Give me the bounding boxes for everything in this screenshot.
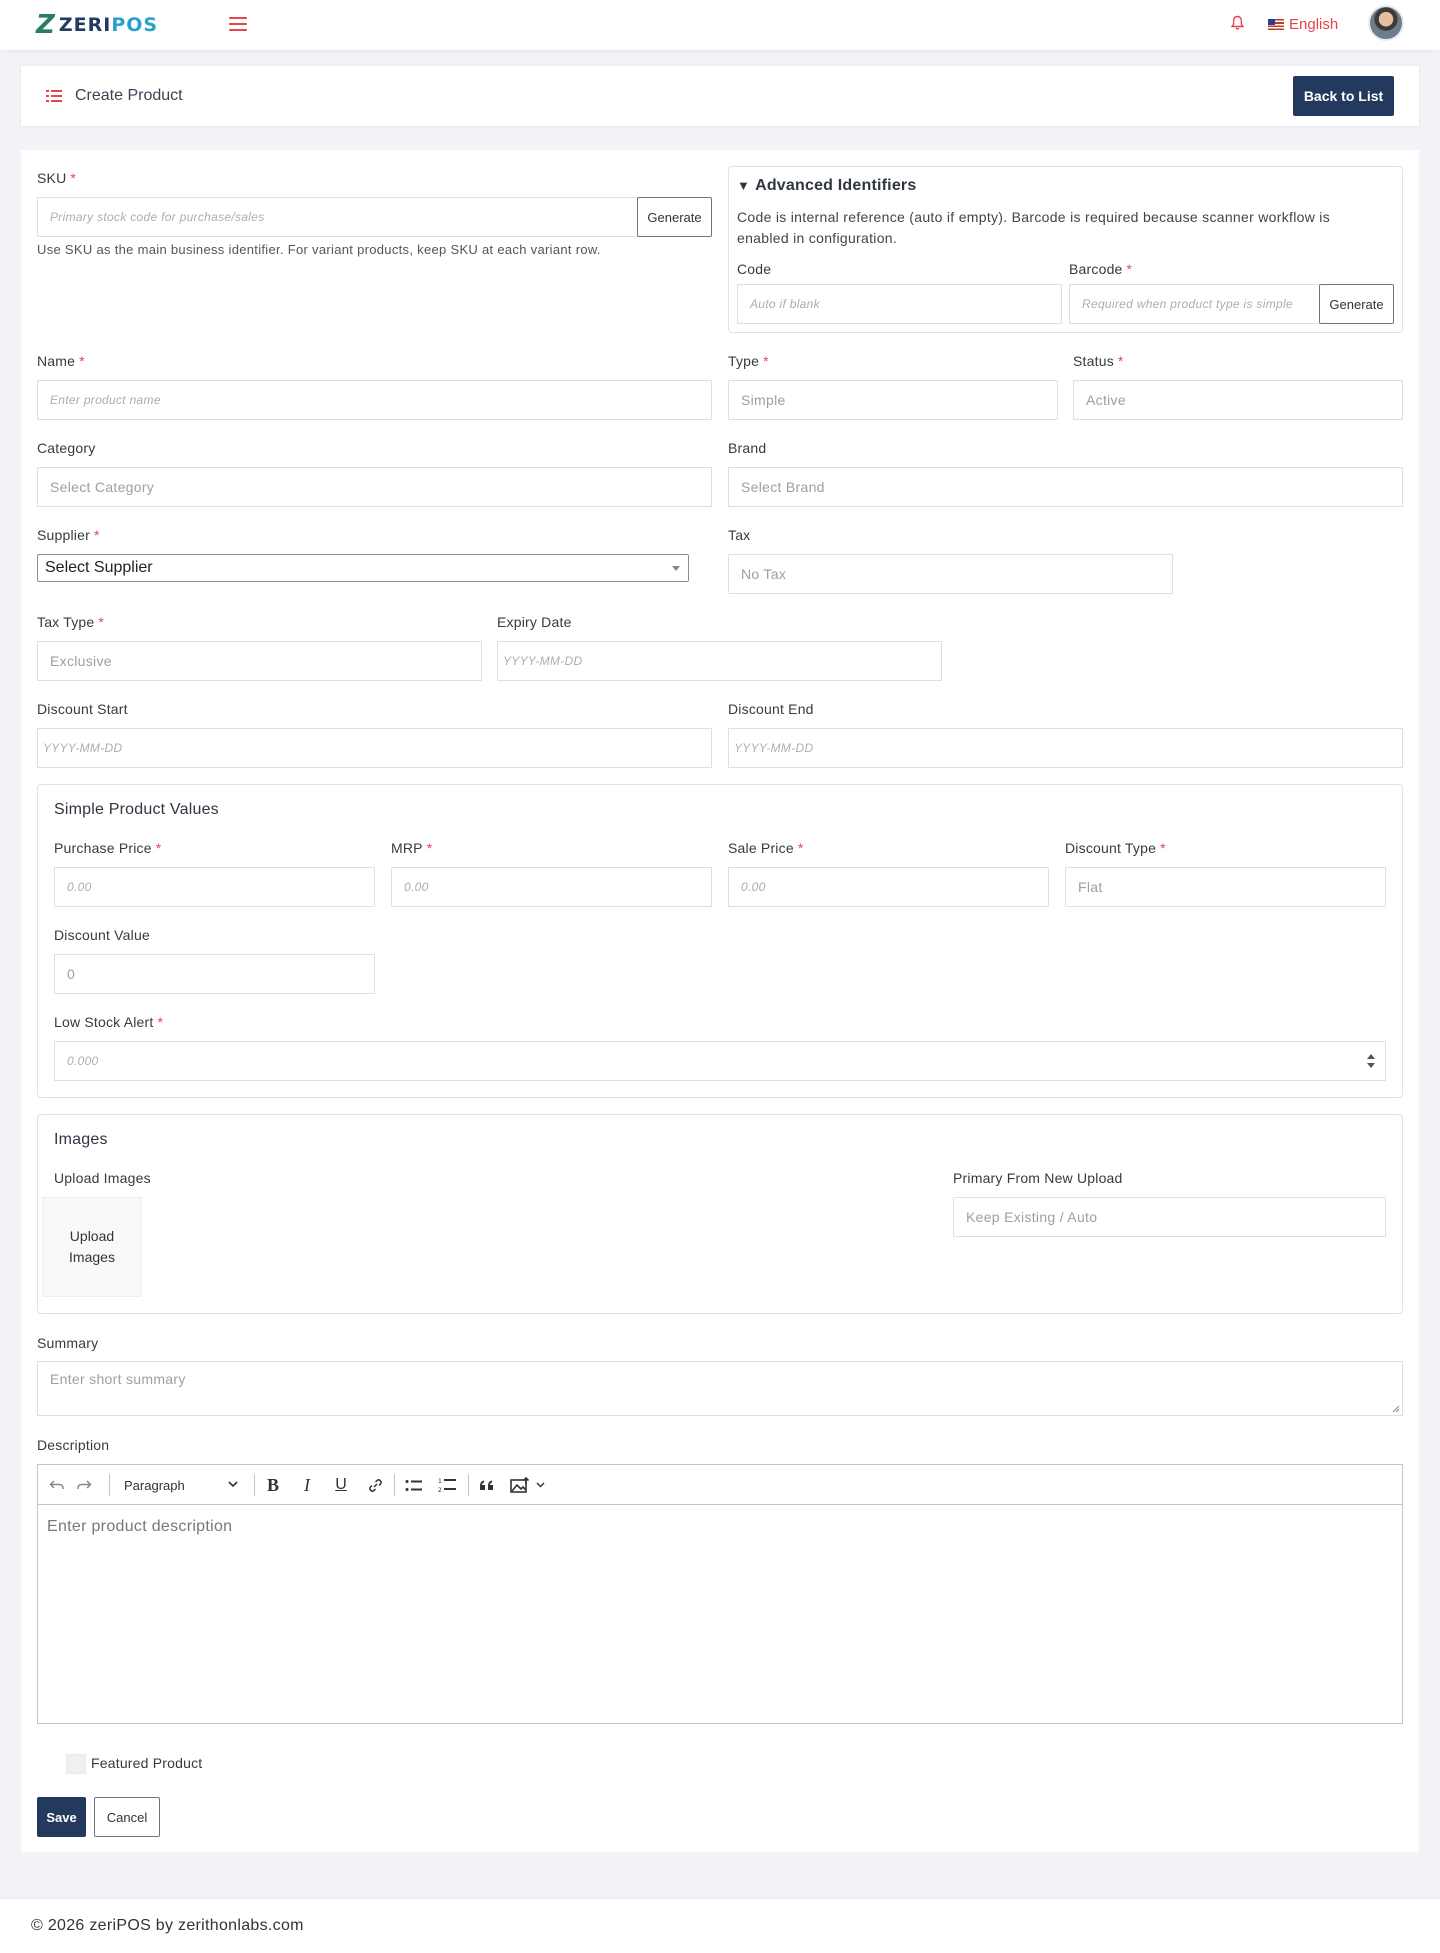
advanced-description-line1: Code is internal reference (auto if empty). Barcode is required because scanner workflow is (737, 209, 1331, 225)
tax-label: Tax (728, 527, 751, 543)
back-to-list-button[interactable]: Back to List (1293, 76, 1394, 116)
upload-images-line1: Upload (69, 1228, 115, 1244)
sku-label-text: SKU (37, 170, 67, 186)
sale-price-label (728, 840, 803, 856)
discount-end-label: Discount End (728, 701, 814, 717)
featured-product-label: Featured Product (91, 1755, 203, 1771)
number-spinner-icon[interactable] (1367, 1054, 1375, 1070)
discount-value-label: Discount Value (54, 927, 150, 943)
advanced-description-line2: enabled in configuration. (737, 230, 898, 246)
chevron-down-icon[interactable] (533, 1465, 547, 1505)
barcode-input[interactable]: Required when product type is simple (1069, 284, 1320, 324)
sku-label (37, 170, 76, 186)
link-icon[interactable] (362, 1465, 388, 1505)
required-marker: * (98, 614, 105, 630)
rich-text-editor (37, 1464, 1403, 1724)
required-marker: * (1117, 353, 1124, 369)
resize-handle-icon[interactable] (1392, 1405, 1400, 1413)
upload-images-line2: Images (69, 1249, 115, 1265)
tax-type-label-text: Tax Type (37, 614, 95, 630)
logo-text-accent: POS (111, 14, 159, 36)
type-label-text: Type (728, 353, 760, 369)
numbered-list-icon[interactable] (434, 1465, 460, 1505)
category-select[interactable]: Select Category (37, 467, 712, 507)
toolbar-divider (468, 1474, 469, 1496)
page-header (21, 66, 1419, 126)
purchase-price-input[interactable]: 0.00 (54, 867, 375, 907)
mrp-input[interactable]: 0.00 (391, 867, 712, 907)
upload-images-button-text (69, 1226, 115, 1268)
tax-type-label (37, 614, 104, 630)
required-marker: * (426, 840, 433, 856)
expiry-date-label: Expiry Date (497, 614, 572, 630)
required-marker: * (797, 840, 804, 856)
sku-help-text: Use SKU as the main business identifier. For variant products, keep SKU at each variant row. (37, 242, 601, 257)
sale-price-input[interactable]: 0.00 (728, 867, 1049, 907)
top-navbar (0, 0, 1440, 50)
sku-generate-button[interactable]: Generate (637, 197, 712, 237)
summary-label: Summary (37, 1335, 99, 1351)
required-marker: * (79, 353, 85, 369)
supplier-label (37, 527, 100, 543)
tax-select[interactable]: No Tax (728, 554, 1173, 594)
italic-icon[interactable]: I (304, 1474, 310, 1495)
blockquote-icon[interactable] (473, 1465, 499, 1505)
page-footer (0, 1898, 1440, 1953)
cancel-button[interactable]: Cancel (94, 1797, 160, 1837)
code-input[interactable]: Auto if blank (737, 284, 1062, 324)
name-label-text: Name (37, 353, 76, 369)
language-label: English (1289, 16, 1339, 33)
underline-icon[interactable]: U (335, 1476, 347, 1493)
discount-start-label: Discount Start (37, 701, 128, 717)
required-marker: * (1160, 840, 1166, 856)
sale-price-label-text: Sale Price (728, 840, 794, 856)
status-label-text: Status (1073, 353, 1114, 369)
purchase-price-label (54, 840, 161, 856)
insert-image-icon[interactable] (507, 1465, 533, 1505)
toolbar-divider (109, 1474, 110, 1496)
barcode-label (1069, 261, 1132, 277)
low-stock-alert-label (54, 1014, 163, 1030)
required-marker: * (763, 353, 769, 369)
required-marker: * (157, 1014, 164, 1030)
name-label (37, 353, 85, 369)
zeripos-logo[interactable] (36, 10, 159, 40)
chevron-down-icon (228, 1481, 238, 1488)
logo-mark: Z (36, 10, 55, 40)
discount-end-input[interactable]: YYYY-MM-DD (728, 728, 1403, 768)
save-button[interactable]: Save (37, 1797, 86, 1837)
logo-text-main: ZERI (58, 14, 112, 36)
upload-images-button[interactable] (42, 1197, 142, 1297)
language-selector[interactable] (1268, 16, 1338, 33)
tax-type-select[interactable]: Exclusive (37, 641, 482, 681)
discount-start-input[interactable]: YYYY-MM-DD (37, 728, 712, 768)
discount-type-select[interactable]: Flat (1065, 867, 1386, 907)
status-label (1073, 353, 1124, 369)
name-input[interactable]: Enter product name (37, 380, 712, 420)
advanced-identifiers-summary[interactable] (737, 177, 916, 195)
logo-text (59, 14, 158, 36)
toolbar-divider (394, 1474, 395, 1496)
chevron-down-icon (672, 566, 680, 571)
menu-icon[interactable] (229, 17, 247, 31)
user-avatar[interactable] (1368, 5, 1404, 41)
primary-upload-select[interactable]: Keep Existing / Auto (953, 1197, 1386, 1237)
type-select[interactable]: Simple (728, 380, 1058, 420)
barcode-generate-button[interactable]: Generate (1319, 284, 1394, 324)
required-marker: * (70, 170, 77, 186)
description-label: Description (37, 1437, 110, 1453)
required-marker: * (93, 527, 100, 543)
editor-content[interactable]: Enter product description (47, 1518, 233, 1535)
featured-product-checkbox[interactable] (66, 1754, 86, 1774)
page-title: Create Product (75, 87, 183, 104)
mrp-label (391, 840, 432, 856)
code-label: Code (737, 261, 772, 277)
low-stock-alert-placeholder: 0.000 (67, 1054, 99, 1068)
simple-product-values-title: Simple Product Values (54, 801, 219, 818)
low-stock-alert-input[interactable] (54, 1041, 1386, 1081)
images-title: Images (54, 1131, 108, 1148)
type-label (728, 353, 769, 369)
undo-icon[interactable] (44, 1465, 70, 1505)
block-format-value: Paragraph (124, 1477, 185, 1493)
discount-value-input[interactable]: 0 (54, 954, 375, 994)
discount-type-label-text: Discount Type (1065, 840, 1157, 856)
discount-type-label (1065, 840, 1166, 856)
brand-select[interactable]: Select Brand (728, 467, 1403, 507)
expiry-date-input[interactable]: YYYY-MM-DD (497, 641, 942, 681)
category-label: Category (37, 440, 96, 456)
required-marker: * (155, 840, 162, 856)
primary-upload-label: Primary From New Upload (953, 1170, 1123, 1186)
bell-icon[interactable] (1231, 15, 1244, 34)
summary-textarea[interactable] (37, 1361, 1403, 1416)
required-marker: * (1126, 261, 1133, 277)
toolbar-divider (254, 1474, 255, 1496)
editor-toolbar (38, 1465, 1402, 1505)
disclosure-triangle-icon: ▼ (737, 178, 751, 193)
bulleted-list-icon[interactable] (400, 1465, 426, 1505)
low-stock-alert-label-text: Low Stock Alert (54, 1014, 154, 1030)
redo-icon[interactable] (71, 1465, 97, 1505)
us-flag-icon (1268, 19, 1284, 30)
purchase-price-label-text: Purchase Price (54, 840, 152, 856)
footer-copyright: © 2026 zeriPOS by zerithonlabs.com (31, 1917, 304, 1934)
status-select[interactable]: Active (1073, 380, 1403, 420)
svg-text:2: 2 (438, 1487, 442, 1493)
supplier-label-text: Supplier (37, 527, 90, 543)
summary-placeholder: Enter short summary (50, 1371, 186, 1387)
upload-images-label: Upload Images (54, 1170, 151, 1186)
barcode-label-text: Barcode (1069, 261, 1123, 277)
sku-input[interactable]: Primary stock code for purchase/sales (37, 197, 638, 237)
mrp-label-text: MRP (391, 840, 423, 856)
bold-icon[interactable]: B (266, 1474, 279, 1495)
supplier-select[interactable] (37, 554, 689, 582)
brand-label: Brand (728, 440, 767, 456)
list-icon (46, 90, 62, 102)
advanced-identifiers-title: Advanced Identifiers (755, 177, 917, 194)
svg-text:1: 1 (438, 1478, 442, 1485)
block-format-dropdown[interactable] (116, 1465, 248, 1505)
supplier-select-value: Select Supplier (45, 559, 153, 576)
